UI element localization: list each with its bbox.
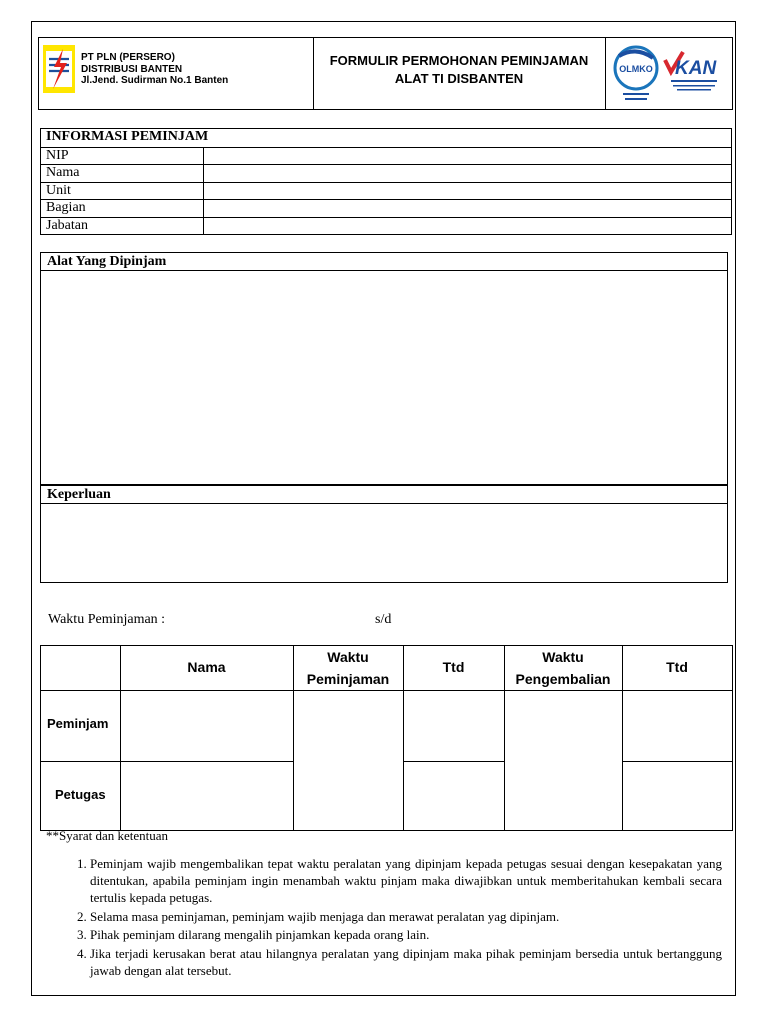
signature-table bbox=[40, 645, 733, 831]
nip-label: NIP bbox=[46, 147, 69, 163]
row-label-petugas: Petugas bbox=[55, 787, 106, 802]
certification-logos-icon bbox=[605, 38, 732, 109]
jabatan-label: Jabatan bbox=[46, 217, 88, 233]
field-row-unit bbox=[41, 182, 731, 200]
purpose-section bbox=[40, 485, 728, 583]
purpose-input-area[interactable] bbox=[41, 504, 727, 581]
equipment-section bbox=[40, 252, 728, 485]
col-header-ttd-1: Ttd bbox=[442, 659, 465, 675]
nama-input[interactable] bbox=[203, 165, 731, 182]
borrower-info-table bbox=[40, 128, 732, 235]
form-header bbox=[38, 37, 733, 110]
company-address: Jl.Jend. Sudirman No.1 Banten bbox=[81, 75, 229, 86]
col-header-waktu-pengembalian: Waktu Pengembalian bbox=[515, 649, 611, 687]
company-info bbox=[81, 52, 228, 87]
field-row-jabatan bbox=[41, 217, 731, 235]
field-row-nip bbox=[41, 147, 731, 165]
olmk-label: OLMKO bbox=[619, 64, 653, 74]
loan-period-separator: s/d bbox=[375, 612, 392, 627]
unit-input[interactable] bbox=[203, 183, 731, 200]
certification-cell bbox=[605, 38, 732, 109]
term-item: 1. Peminjam wajib mengembalikan tepat waktu peralatan yang dipinjam kepada petugas sesuai dengan kesepakatan yang ditentukan, apabila peminjam ingin menambah waktu pinjam maka diwajibkan untuk memberitahukan kembali secara tertulis kepada petugas. bbox=[90, 855, 722, 906]
terms-list bbox=[46, 855, 722, 980]
jabatan-input[interactable] bbox=[203, 218, 731, 235]
loan-period-label: Waktu Peminjaman : bbox=[48, 612, 166, 627]
row-label-peminjam: Peminjam bbox=[47, 716, 109, 731]
equipment-heading: Alat Yang Dipinjam bbox=[41, 253, 727, 271]
bagian-input[interactable] bbox=[203, 200, 731, 217]
nama-label: Nama bbox=[46, 165, 80, 180]
field-row-bagian bbox=[41, 199, 731, 217]
bagian-label: Bagian bbox=[46, 200, 86, 215]
borrower-info-heading-row bbox=[41, 129, 731, 147]
purpose-heading: Keperluan bbox=[41, 486, 727, 504]
col-header-ttd-2: Ttd bbox=[666, 659, 688, 675]
term-item: 3. Pihak peminjam dilarang mengalih pinjamkan kepada orang lain. bbox=[90, 926, 722, 943]
form-title-line1: FORMULIR PERMOHONAN PEMINJAMAN bbox=[329, 53, 589, 68]
title-cell bbox=[313, 38, 606, 109]
equipment-input-area[interactable] bbox=[41, 271, 727, 483]
term-item: 2. Selama masa peminjaman, peminjam wajib menjaga dan merawat peralatan yag dipinjam. bbox=[90, 908, 722, 925]
field-row-nama bbox=[41, 164, 731, 182]
col-header-nama: Nama bbox=[187, 659, 226, 675]
pln-logo-icon bbox=[43, 45, 75, 93]
company-unit: DISTRIBUSI BANTEN bbox=[81, 63, 183, 75]
form-title-line2: ALAT TI DISBANTEN bbox=[394, 71, 524, 86]
company-cell bbox=[39, 38, 314, 109]
form-title bbox=[313, 52, 605, 88]
kan-label: KAN bbox=[675, 58, 717, 79]
terms-heading: **Syarat dan ketentuan bbox=[46, 828, 169, 843]
unit-label: Unit bbox=[46, 182, 71, 198]
borrower-info-heading: INFORMASI PEMINJAM bbox=[46, 129, 209, 144]
company-name: PT PLN (PERSERO) bbox=[81, 52, 175, 63]
nip-input[interactable] bbox=[203, 148, 731, 165]
col-header-waktu-peminjaman: Waktu Peminjaman bbox=[306, 649, 390, 687]
term-item: 4. Jika terjadi kerusakan berat atau hilangnya peralatan yang dipinjam maka pihak peminjam bersedia untuk bertanggung jawab dengan alat tersebut. bbox=[90, 945, 722, 979]
